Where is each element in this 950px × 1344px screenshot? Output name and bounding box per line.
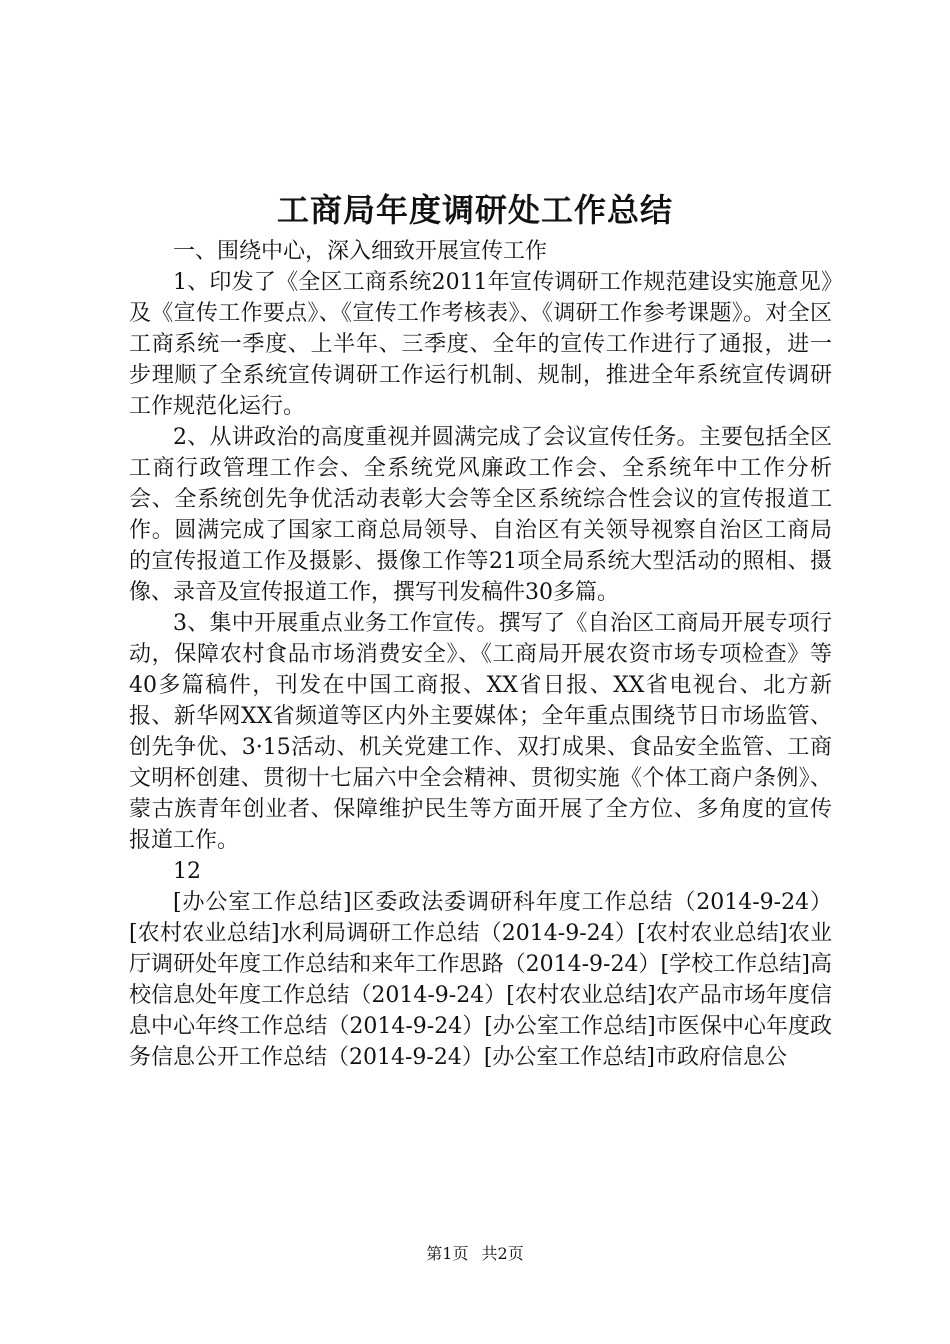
section-heading: 一、围绕中心，深入细致开展宣传工作 [173, 239, 548, 264]
paragraph: 3、集中开展重点业务工作宣传。撰写了《自治区工商局开展专项行动，保障农村食品市场消费安全》、《工商局开展农资市场专项检查》等40多篇稿件，刊发在中国工商报、XX省日报、XX省电视台、北方新报、新华网XX省频道等区内外主要媒体；全年重点围绕节日市场监管、创先争优、3·15活动、机关党建工作、双打成果、食品安全监管、工商文明杯创建、贯彻十七届六中全会精神、贯彻实施《个体工商户条例》、蒙古族青年创业者、保障维护民生等方面开展了全方位、多角度的宣传报道工作。 [129, 611, 832, 853]
page-number: 第1页 [426, 1244, 469, 1263]
document-body [129, 236, 832, 1073]
paragraph: 12 [173, 859, 201, 884]
page-total: 共2页 [481, 1244, 524, 1263]
paragraph: 2、从讲政治的高度重视并圆满完成了会议宣传任务。主要包括全区工商行政管理工作会、全系统党风廉政工作会、全系统年中工作分析会、全系统创先争优活动表彰大会等全区系统综合性会议的宣传报道工作。圆满完成了国家工商总局领导、自治区有关领导视察自治区工商局的宣传报道工作及摄影、摄像工作等21项全局系统大型活动的照相、摄像、录音及宣传报道工作，撰写刊发稿件30多篇。 [129, 425, 832, 605]
related-links-paragraph: [办公室工作总结]区委政法委调研科年度工作总结（2014-9-24）[农村农业总结]水利局调研工作总结（2014-9-24）[农村农业总结]农业厅调研处年度工作总结和来年工作思路（2014-9-24）[学校工作总结]高校信息处年度工作总结（2014-9-24）[农村农业总结]农产品市场年度信息中心年终工作总结（2014-9-24）[办公室工作总结]市医保中心年度政务信息公开工作总结（2014-9-24）[办公室工作总结]市政府信息公 [129, 890, 832, 1070]
page-footer [0, 1242, 950, 1266]
paragraph: 1、印发了《全区工商系统2011年宣传调研工作规范建设实施意见》及《宣传工作要点》、《宣传工作考核表》、《调研工作参考课题》。对全区工商系统一季度、上半年、三季度、全年的宣传工作进行了通报，进一步理顺了全系统宣传调研工作运行机制、规制，推进全年系统宣传调研工作规范化运行。 [129, 270, 832, 419]
document-title: 工商局年度调研处工作总结 [276, 191, 673, 229]
